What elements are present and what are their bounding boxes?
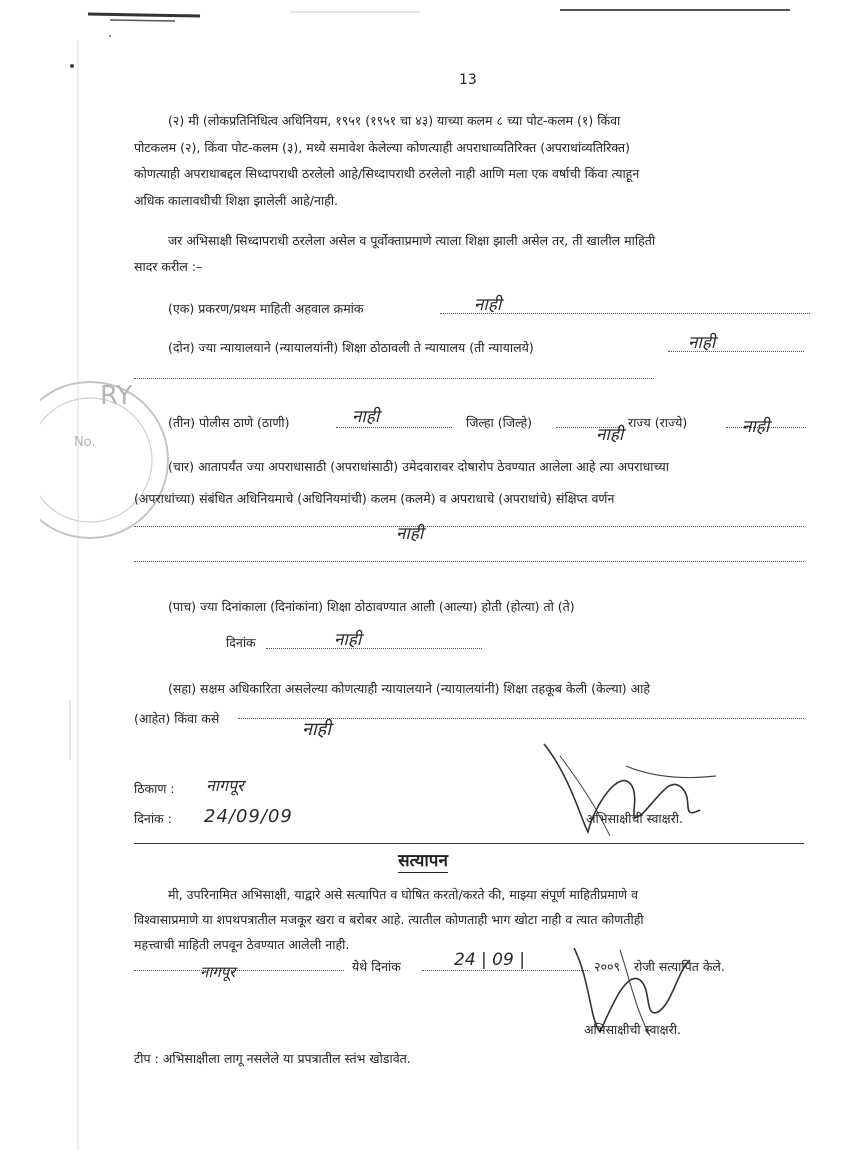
- intro-line-2: सादर करील :–: [134, 259, 203, 274]
- item-4-line-1: (चार) आतापर्यंत ज्या अपराधासाठी (अपराधांसाठी) उमेदवारावर दोषारोप ठेवण्यात आलेला आहे त्या अपराधाच्या: [168, 459, 669, 474]
- date-value: 24/09/09: [204, 806, 293, 827]
- item-3-district-label: जिल्हा (जिल्हे): [466, 415, 533, 430]
- item-3-police-label: (तीन) पोलीस ठाणे (ठाणी): [168, 415, 290, 430]
- item-4-line-2: (अपराधांच्या) संबंधित अधिनियमाचे (अधिनियमांची) कलम (कलमे) व अपराधाचे (अपराधांचे) संक्षिप्त वर्णन: [134, 491, 615, 506]
- place-label: ठिकाण :: [134, 781, 175, 796]
- verification-place-value: नागपूर: [200, 963, 236, 981]
- verification-end-text: रोजी सत्यापित केले.: [634, 959, 725, 974]
- verification-line-2: विश्वासाप्रमाणे या शपथपत्रातील मजकूर खरा व बरोबर आहे. त्यातील कोणताही भाग खोटा नाही व त्यात कोणतीही: [134, 912, 644, 927]
- date-label: दिनांक :: [134, 811, 172, 826]
- verification-heading: [0, 848, 846, 871]
- verification-signature-label: अभिसाक्षीची स्वाक्षरी.: [584, 1022, 681, 1037]
- clause-2-line-4: अधिक कालावधीची शिक्षा झालेली आहे/नाही.: [134, 193, 339, 208]
- intro-line-1: जर अभिसाक्षी सिध्दापराधी ठरलेला असेल व पूर्वोक्ताप्रमाणे त्याला शिक्षा झाली असेल तर, ती खालील माहिती: [168, 233, 656, 248]
- clause-2-line-1: (२) मी (लोकप्रतिनिधित्व अधिनियम, १९५१ (१९५१ चा ४३) याच्या कलम ८ च्या पोट-कलम (१) किंवा: [168, 113, 621, 128]
- item-5-date-label: दिनांक: [226, 635, 256, 650]
- footnote: टीप : अभिसाक्षीला लागू नसलेले या प्रपत्रातील स्तंभ खोडावेत.: [134, 1051, 411, 1066]
- stamp-abbr: No.: [74, 435, 96, 450]
- item-1-label: (एक) प्रकरण/प्रथम माहिती अहवाल क्रमांक: [168, 301, 364, 316]
- item-3-police-answer: नाही: [352, 407, 380, 427]
- item-5-dotted-line: [266, 648, 482, 649]
- item-3-police-dotted-line: [336, 427, 452, 428]
- verification-line-1: मी, उपरिनामित अभिसाक्षी, याद्वारे असे सत्यापित व घोषित करतो/करते की, माझ्या संपूर्ण माहितीप्रमाणे व: [168, 887, 638, 902]
- item-5-answer: नाही: [334, 630, 362, 650]
- section-separator: [134, 843, 804, 844]
- stamp-letters: RY: [100, 381, 133, 411]
- clause-2-line-2: पोटकलम (२), किंवा पोट-कलम (३), मध्ये समावेश केलेल्या कोणत्याही अपराधाव्यतिरिक्त (अपराधांव्यतिरिक्त): [134, 140, 631, 155]
- item-1-answer: नाही: [474, 295, 502, 315]
- verification-date-value: 24 | 09 |: [454, 950, 525, 970]
- page-number: 13: [459, 72, 477, 88]
- clause-2-line-3: कोणत्याही अपराधाबद्दल सिध्दापराधी ठरलेलो आहे/सिध्दापराधी ठरलेलो नाही आणि मला एक वर्षाची किंवा त्याहून: [134, 166, 640, 181]
- item-5-label: (पाच) ज्या दिनांकाला (दिनांकांना) शिक्षा ठोठावण्यात आली (आल्या) होती (होत्या) तो (ते): [168, 599, 575, 614]
- verification-heading-text: सत्यापन: [398, 851, 448, 871]
- item-3-state-label: राज्य (राज्ये): [628, 415, 688, 430]
- deponent-signature-scribble: [530, 736, 730, 846]
- place-value: नागपूर: [206, 776, 244, 795]
- round-stamp: [40, 360, 170, 580]
- deponent-signature-label: अभिसाक्षीची स्वाक्षरी.: [586, 811, 683, 826]
- item-6-line-2: (आहेत) किंवा कसे: [134, 711, 220, 726]
- item-2-continuation-line: [134, 378, 654, 379]
- verification-year-text: २००९: [594, 959, 621, 974]
- item-6-answer: नाही: [302, 719, 331, 740]
- item-4-answer: नाही: [396, 524, 424, 544]
- item-3-district-answer: नाही: [596, 425, 624, 445]
- verification-place-dotted-line: [134, 970, 344, 971]
- verification-line-3: महत्त्वाची माहिती लपवून ठेवण्यात आलेली नाही.: [134, 937, 350, 952]
- item-6-line-1: (सहा) सक्षम अधिकारिता असलेल्या कोणत्याही न्यायालयाने (न्यायालयांनी) शिक्षा तहकूब केली (केल्या) आहे: [168, 681, 651, 696]
- item-3-state-answer: नाही: [742, 417, 770, 437]
- item-2-answer: नाही: [688, 333, 716, 353]
- item-4-dotted-line-2: [134, 561, 804, 562]
- item-2-label: (दोन) ज्या न्यायालयाने (न्यायालयांनी) शिक्षा ठोठावली ते न्यायालय (ती न्यायालये): [168, 340, 534, 355]
- verification-at-text: येथे दिनांक: [352, 959, 401, 974]
- item-4-dotted-line-1: [134, 526, 804, 527]
